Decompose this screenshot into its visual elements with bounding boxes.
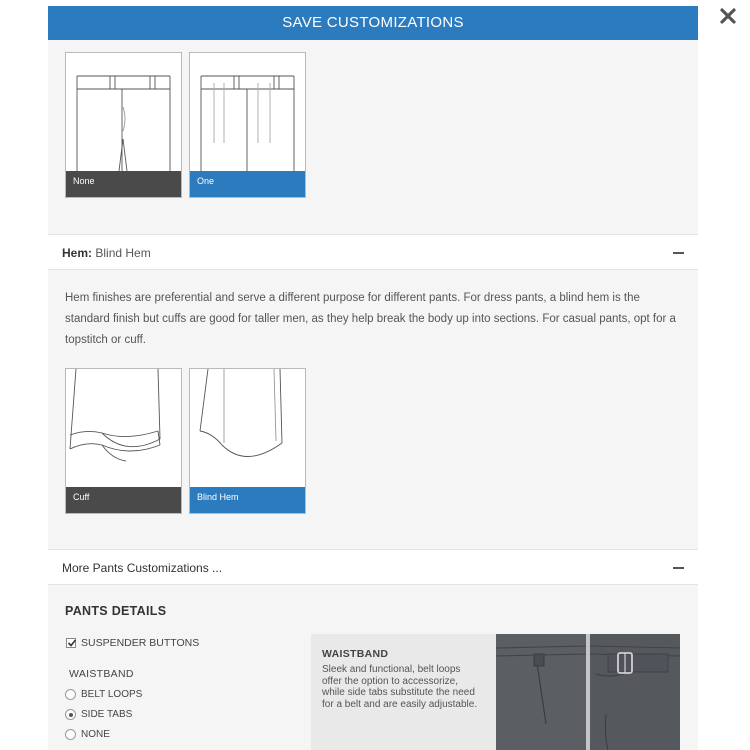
more-customizations-header[interactable] bbox=[48, 549, 698, 585]
waistband-photo bbox=[496, 634, 680, 750]
close-icon[interactable] bbox=[718, 6, 738, 26]
suspender-buttons-option[interactable] bbox=[66, 637, 199, 649]
option-card-cuff[interactable] bbox=[65, 368, 182, 514]
cuff-hem-illustration bbox=[66, 369, 181, 487]
collapse-minus-icon[interactable] bbox=[673, 567, 684, 569]
waistband-option-belt-loops[interactable] bbox=[65, 689, 142, 700]
hem-header-value: Blind Hem bbox=[95, 246, 151, 260]
customization-modal bbox=[48, 6, 698, 750]
radio-label: SIDE TABS bbox=[81, 709, 133, 720]
option-card-one[interactable] bbox=[189, 52, 306, 198]
suspender-label: SUSPENDER BUTTONS bbox=[81, 637, 200, 649]
none-radio[interactable] bbox=[65, 729, 76, 740]
option-label: Blind Hem bbox=[190, 487, 305, 513]
option-card-blind-hem[interactable] bbox=[189, 368, 306, 514]
info-title: WAISTBAND bbox=[322, 648, 389, 660]
checkmark-icon bbox=[281, 58, 299, 72]
waistband-option-side-tabs[interactable] bbox=[65, 709, 132, 720]
radio-label: BELT LOOPS bbox=[81, 689, 143, 700]
hem-header-key: Hem: bbox=[62, 246, 93, 260]
waistband-info-panel bbox=[311, 634, 496, 750]
suspender-checkbox[interactable] bbox=[66, 638, 76, 648]
option-label: One bbox=[190, 171, 305, 197]
more-header-label: More Pants Customizations ... bbox=[62, 561, 223, 575]
hem-section-header[interactable] bbox=[48, 234, 698, 270]
collapse-minus-icon[interactable] bbox=[673, 252, 684, 254]
waistband-photo-image bbox=[496, 634, 680, 750]
pants-no-pocket-illustration bbox=[66, 53, 181, 171]
checkbox-check-icon bbox=[67, 638, 77, 648]
save-customizations-button[interactable]: SAVE CUSTOMIZATIONS bbox=[48, 6, 698, 40]
option-label: None bbox=[66, 171, 181, 197]
checkmark-icon bbox=[281, 374, 299, 388]
pants-details-title: PANTS DETAILS bbox=[65, 604, 167, 618]
waistband-label: WAISTBAND bbox=[69, 668, 134, 680]
info-text: Sleek and functional, belt loops offer the option to accessorize, while side tabs substitute the need for a belt and are easily adjustable. bbox=[322, 664, 478, 710]
belt-loops-radio[interactable] bbox=[65, 689, 76, 700]
side-tabs-radio[interactable] bbox=[65, 709, 76, 720]
option-card-none[interactable] bbox=[65, 52, 182, 198]
waistband-option-none[interactable] bbox=[65, 729, 110, 740]
hem-description: Hem finishes are preferential and serve a different purpose for different pants. For dress pants, a blind hem is the standard finish but cuffs are good for taller men, as they help break the body up into sections. For casual pants, opt for a topstitch or cuff. bbox=[65, 292, 676, 346]
radio-label: NONE bbox=[81, 729, 110, 740]
option-label: Cuff bbox=[66, 487, 181, 513]
